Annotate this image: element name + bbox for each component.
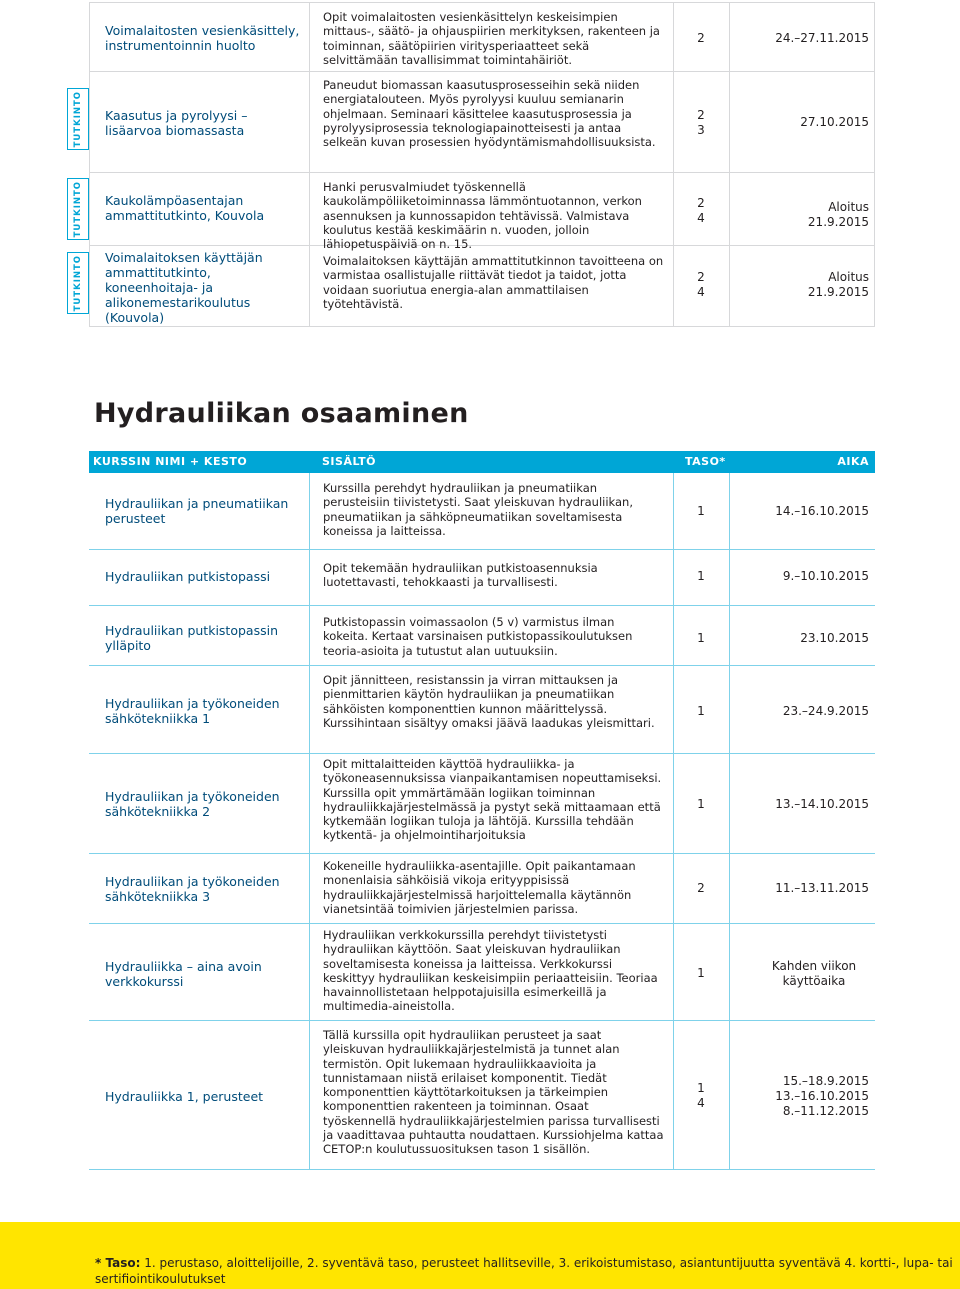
course-desc: Hydrauliikan verkkokurssilla perehdyt tiivistetysti hydrauliikan käyttöön. Saat yleiskuvan hydrauliikan soveltamisesta koneissa ja laitteissa. Verkkokurssi keskittyy hydrauliikan keskeisimpiin periaatteisiin. Teoriaa havainnollistetaan helppotajuisilla esimerkeillä ja multimedia-aineistolla. [323,928,658,1014]
course-name: Hydrauliikan putkistopassin ylläpito [105,623,278,653]
row-divider [89,1020,875,1021]
row-divider [89,665,875,666]
course-level: 1 [697,966,705,980]
course-date: 14.–16.10.2015 [775,504,869,518]
course-date: 9.–10.10.2015 [782,569,869,583]
top-course-desc: Voimalaitoksen käyttäjän ammattitutkinnon tavoitteena on varmistaa osallistujalle riittävät tiedot ja taidot, jotta voidaan suoriutua energia-alan ammattilaisen työtehtävistä. [323,254,664,311]
top-course-level: 2 4 [697,196,705,225]
course-desc: Tällä kurssilla opit hydrauliikan perusteet ja saat yleiskuvan hydrauliikkajärjestelmistä ja tunnet alan termistön. Opit lukemaan hydrauliikkaavioita ja tunnistamaan niistä erilaiset komponentit. Tiedät komponenttien käyttötarkoituksen ja tärkeimpien komponenttien rakenteen ja toiminnan. Osaat työskennellä hydrauliikkajärjestelmien parissa turvallisesti ja vaadittavaa puhtautta noudattaen. Kurssiohjelma kattaa CETOP:n koulutussuosituksen tason 1 sisällön. [323,1028,664,1157]
top-course-level: 2 3 [697,108,705,137]
course-name: Hydrauliikan ja työkoneiden sähkötekniikka 1 [105,696,280,726]
top-course-name: Kaukolämpöasentajan ammattitutkinto, Kouvola [105,193,265,223]
tutkinto-badge: TUTKINTO [67,178,89,240]
top-course-level: 2 4 [697,270,705,299]
top-col-divider [309,2,310,327]
row-divider [89,1169,875,1170]
header-content: SISÄLTÖ [322,455,376,468]
course-level: 1 [697,504,705,518]
course-desc: Opit jännitteen, resistanssin ja virran mittauksen ja pienmittarien käytön hydrauliikan ja pneumatiikan sähköisten komponenttien kunnon määrittelyssä. Kurssihintaan sisältyy omaksi jäävä laadukas yleismittari. [323,673,655,730]
header-name: KURSSIN NIMI + KESTO [93,455,248,468]
course-level: 1 [697,631,705,645]
course-desc: Putkistopassin voimassaolon (5 v) varmistus ilman kokeita. Kertaat varsinaisen putkistopassikoulutuksen teoria-asioita ja tutustut alan uutuuksiin. [323,615,633,658]
top-col-divider [729,2,730,327]
row-divider [89,753,875,754]
course-name: Hydrauliikka – aina avoin verkkokurssi [105,959,262,989]
top-course-desc: Hanki perusvalmiudet työskennellä kaukolämpöliiketoiminnassa lämmöntuotannon, verkon asennuksen ja kunnossapidon tehtävissä. Valmistava koulutus kestää keskimäärin n. vuoden, jolloin lähiopetuspäiviä on n. 15. [323,180,642,252]
table-header [89,451,875,473]
course-desc: Kurssilla perehdyt hydrauliikan ja pneumatiikan perusteisiin tiivistetysti. Saat yleiskuvan hydrauliikan, pneumatiikan ja sähköpneumatiikan soveltamisesta koneissa ja laitteissa. [323,481,633,538]
course-name: Hydrauliikan ja työkoneiden sähkötekniikka 3 [105,874,280,904]
top-course-date: Aloitus 21.9.2015 [807,200,869,229]
footer-text: 1. perustaso, aloittelijoille, 2. syventävä taso, perusteet hallitseville, 3. erikoistumistaso, asiantuntijuutta syventävä 4. kortti-, lupa- tai sertifiointikoulutukset [95,1256,953,1286]
top-course-date: Aloitus 21.9.2015 [807,270,869,299]
row-divider [89,605,875,606]
course-level: 1 [697,704,705,718]
row-divider [89,853,875,854]
course-name: Hydrauliikan putkistopassi [105,569,271,584]
course-date: 11.–13.11.2015 [775,881,869,895]
course-desc: Opit tekemään hydrauliikan putkistoasennuksia luotettavasti, tehokkaasti ja turvallisesti. [323,561,598,590]
course-level: 1 [697,569,705,583]
header-level: TASO* [685,455,726,468]
top-course-name: Kaasutus ja pyrolyysi – lisäarvoa biomassasta [105,108,248,138]
course-desc: Opit mittalaitteiden käyttöä hydrauliikka- ja työkoneasennuksissa vianpaikantamisen nopeuttamiseksi. Kurssilla opit ymmärtämään logiikan toiminnan hydrauliikkajärjestelmässä ja pystyt sekä mittaamaan että kytkemään logiikan tuloja ja lähtöjä. Kurssilla tehdään kytkentä- ja ohjelmointiharjoituksia [323,757,662,843]
top-course-name: Voimalaitosten vesienkäsittely, instrumentoinnin huolto [105,23,300,53]
top-course-date: 27.10.2015 [800,115,869,129]
course-date: 13.–14.10.2015 [775,797,869,811]
course-level: 2 [697,881,705,895]
top-row-divider [89,71,875,72]
top-course-level: 2 [697,31,705,45]
col-divider [729,473,730,1169]
course-date: Kahden viikon käyttöaika [771,959,857,988]
row-divider [89,923,875,924]
top-course-desc: Opit voimalaitosten vesienkäsittelyn keskeisimpien mittaus-, säätö- ja ohjauspiirien merkityksen, rakenteen ja toiminnan, säätöpiirien viritysperiaatteet sekä selvittämään tavallisimmat toimintahäiriöt. [323,10,660,67]
row-divider [89,549,875,550]
section-title: Hydrauliikan osaaminen [94,398,469,429]
col-divider [673,473,674,1169]
footer-label: * Taso: [95,1256,141,1270]
course-name: Hydrauliikka 1, perusteet [105,1089,264,1104]
top-course-desc: Paneudut biomassan kaasutusprosesseihin sekä niiden energiatalouteen. Myös pyrolyysi kuuluu semianarin ohjelmaan. Seminaari käsittelee kaasutusprosessia ja pyrolyysiprosessia teknologiapainotteisesti ja antaa selkeän kuvan prosessien hyödyntämismahdollisuuksista. [323,78,656,150]
top-course-date: 24.–27.11.2015 [775,31,869,45]
course-level: 1 4 [697,1081,705,1110]
course-level: 1 [697,797,705,811]
footer-note [95,1255,955,1287]
header-time: AIKA [837,455,869,468]
col-divider [309,473,310,1169]
tutkinto-badge: TUTKINTO [67,252,89,314]
course-date: 15.–18.9.2015 13.–16.10.2015 8.–11.12.2015 [775,1074,869,1118]
course-date: 23.–24.9.2015 [782,704,869,718]
course-date: 23.10.2015 [800,631,869,645]
course-name: Hydrauliikan ja pneumatiikan perusteet [105,496,289,526]
top-course-name: Voimalaitoksen käyttäjän ammattitutkinto, koneenhoitaja- ja alikonemestarikoulutus (Kouvola) [105,250,263,325]
course-name: Hydrauliikan ja työkoneiden sähkötekniikka 2 [105,789,280,819]
top-col-divider [673,2,674,327]
top-row-divider [89,172,875,173]
tutkinto-badge: TUTKINTO [67,88,89,150]
course-desc: Kokeneille hydrauliikka-asentajille. Opit paikantamaan monenlaisia sähköisiä vikoja erityyppisissä hydrauliikkajärjestelmissä harjoittelemalla käytännön vianetsintää toimivien järjestelmien parissa. [323,859,636,916]
